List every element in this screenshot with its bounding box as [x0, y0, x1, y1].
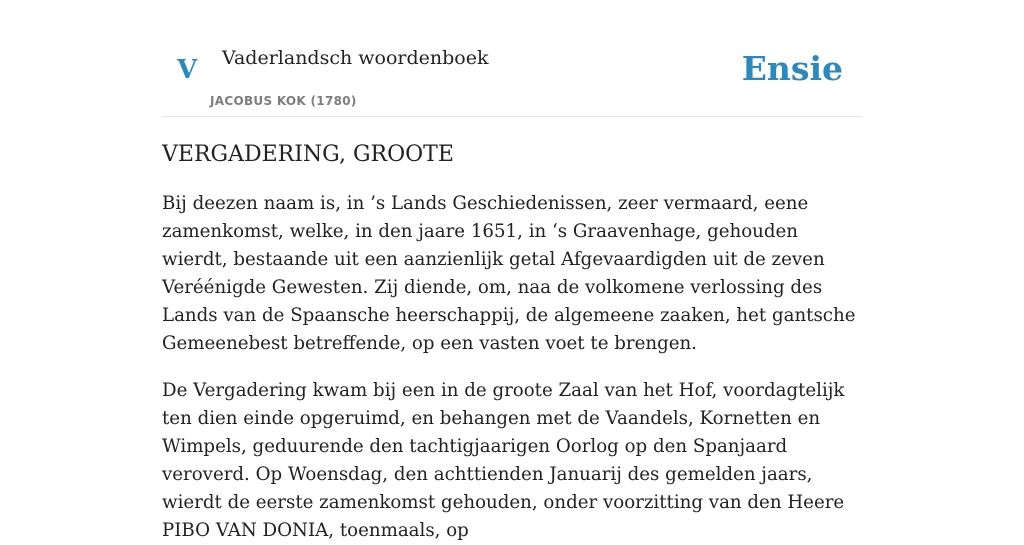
entry-body	[162, 190, 862, 545]
entry-content	[162, 138, 862, 545]
entry-paragraph: De Vergadering kwam bij een in de groote Zaal van het Hof, voordagtelijk ten dien einde opgeruimd, en behangen met de Vaandels, Kornetten en Wimpels, geduurende den tachtigjaarigen Oorlog op den Spanjaard veroverd. Op Woensdag, den achttienden Januarij des gemelden jaars, wierdt de eerste zamenkomst gehouden, onder voorzitting van den Heere PIBO VAN DONIA, toenmaals, op	[162, 380, 845, 541]
ensie-logo-link[interactable]: Ensie	[741, 49, 843, 88]
book-header	[162, 0, 862, 117]
book-title[interactable]: Vaderlandsch woordenboek	[222, 47, 489, 69]
book-author[interactable]: JACOBUS KOK (1780)	[210, 94, 357, 108]
book-initial-link[interactable]: V	[177, 55, 198, 85]
entry-title: VERGADERING, GROOTE	[162, 142, 454, 167]
entry-paragraph: Bij deezen naam is, in ’s Lands Geschiedenissen, zeer vermaard, eene zamenkomst, welke, in den jaare 1651, in ‘s Graavenhage, gehouden wierdt, bestaande uit een aanzienlijk getal Afgevaardigden uit de zeven Veréénigde Gewesten. Zij diende, om, naa de volkomene verlossing des Lands van de Spaansche heerschappij, de algemeene zaaken, het gantsche Gemeenebest betreffende, op een vasten voet te brengen.	[162, 193, 856, 354]
